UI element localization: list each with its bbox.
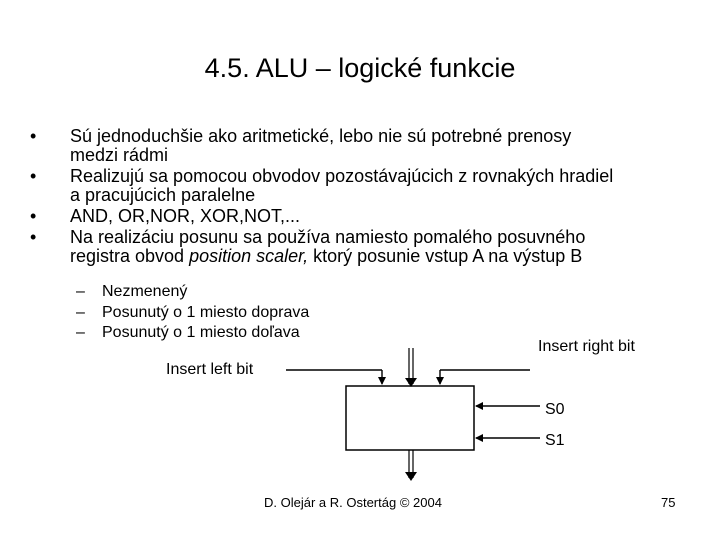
sub-item-text: Posunutý o 1 miesto doprava: [102, 303, 310, 321]
s0-label: S0: [545, 401, 565, 418]
sub-dash: –: [76, 303, 85, 321]
page-number: 75: [661, 495, 676, 510]
s1-label: S1: [545, 432, 565, 449]
bullet-dot: •: [30, 166, 37, 186]
bullet-dot: •: [30, 206, 37, 226]
bullet-text-cont-pre: registra obvod: [70, 246, 190, 266]
bullet-text-cont-post: ktorý posunie vstup A na výstup B: [308, 246, 583, 266]
insert-left-arrow: [286, 370, 382, 384]
bullet-text: AND, OR,NOR, XOR,NOT,...: [70, 206, 301, 226]
page-title: 4.5. ALU – logické funkcie: [204, 53, 516, 83]
bullet-text-emphasis: position scaler,: [189, 246, 309, 266]
bullet-text: Na realizáciu posunu sa používa namiesto pomalého posuvného: [70, 227, 586, 247]
bullet-text-cont: a pracujúcich paralelne: [70, 185, 256, 205]
insert-right-arrow: [440, 370, 530, 384]
bullet-text: Realizujú sa pomocou obvodov pozostávajúcich z rovnakých hradiel: [70, 166, 614, 186]
bullet-text: Sú jednoduchšie ako aritmetické, lebo nie sú potrebné prenosy: [70, 126, 572, 146]
insert-left-label: Insert left bit: [166, 361, 254, 378]
footer-author: D. Olejár a R. Ostertág © 2004: [264, 495, 442, 510]
insert-right-label: Insert right bit: [538, 338, 635, 355]
bullet-dot: •: [30, 227, 37, 247]
sub-item-text: Posunutý o 1 miesto doľava: [102, 324, 300, 341]
shifter-box: [346, 386, 474, 450]
sub-dash: –: [76, 324, 85, 341]
sub-item-text: Nezmenený: [102, 283, 188, 300]
output-bus-arrow: [405, 450, 417, 481]
input-bus-arrow: [405, 348, 417, 387]
sub-dash: –: [76, 283, 85, 300]
bullet-text-cont: medzi rádmi: [70, 145, 169, 165]
bullet-dot: •: [30, 126, 37, 146]
